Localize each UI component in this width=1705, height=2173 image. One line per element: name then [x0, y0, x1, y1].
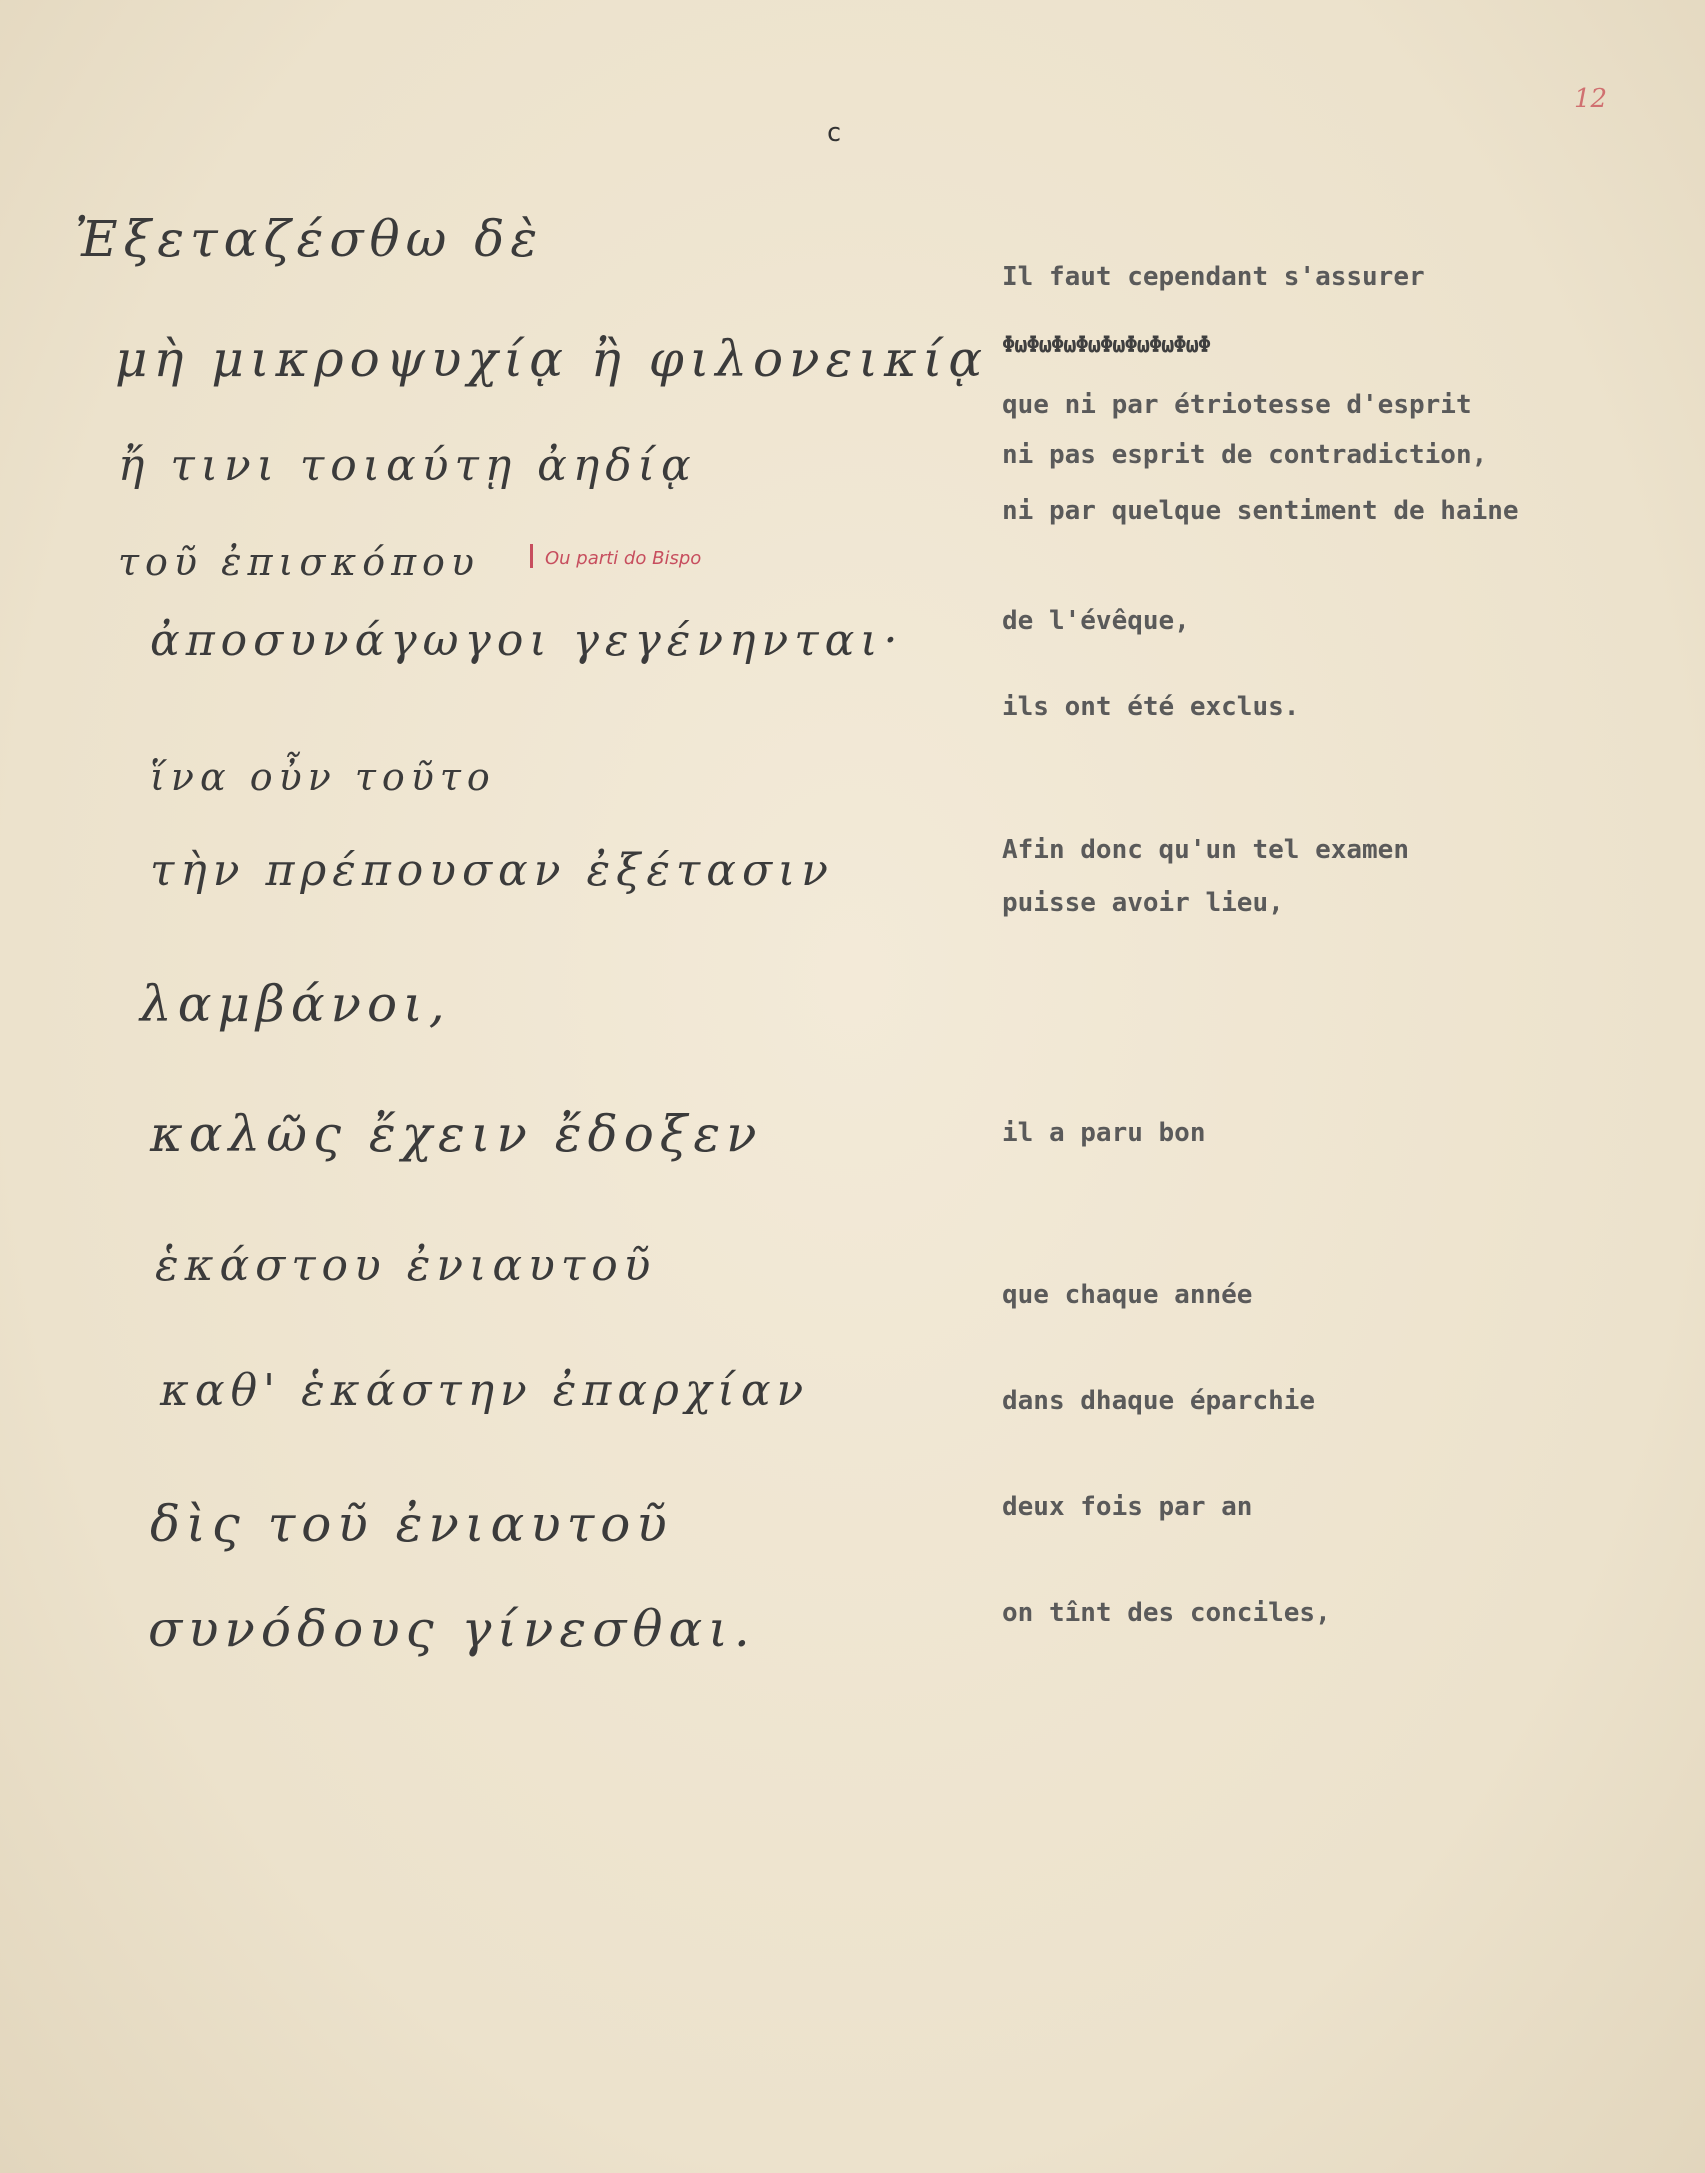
greek-line-12: δὶς τοῦ ἐνιαυτοῦ — [150, 1495, 673, 1553]
greek-line-6: ἵνα οὖν τοῦτο — [150, 755, 496, 799]
greek-line-1: Ἐξεταζέσθω δὲ — [75, 210, 544, 268]
struck-out-line: ΦωΦωΦωΦωΦωΦωΦωΦωΦ — [1002, 333, 1211, 358]
french-line-2: que ni par étriotesse d'esprit — [1002, 390, 1472, 420]
margin-note: Ou parti do Bispo — [545, 548, 702, 569]
greek-line-8: λαμβάνοι, — [140, 975, 451, 1033]
greek-line-2: μὴ μικροψυχίᾳ ἢ φιλονεικίᾳ — [115, 330, 989, 388]
page-mark: c — [826, 118, 842, 148]
greek-line-4: τοῦ ἐπισκόπου — [118, 540, 481, 584]
page-number: 12 — [1574, 84, 1608, 114]
greek-line-3: ἤ τινι τοιαύτῃ ἀηδίᾳ — [118, 440, 697, 491]
french-line-5: de l'évêque, — [1002, 606, 1190, 636]
french-line-6: ils ont été exclus. — [1002, 692, 1300, 722]
french-line-1: Il faut cependant s'assurer — [1002, 262, 1425, 292]
margin-note-bar — [530, 544, 533, 568]
greek-line-5: ἀποσυνάγωγοι γεγένηνται· — [150, 615, 904, 666]
french-line-4: ni par quelque sentiment de haine — [1002, 496, 1519, 526]
french-line-10: que chaque année — [1002, 1280, 1253, 1310]
french-line-3: ni pas esprit de contradiction, — [1002, 440, 1488, 470]
french-line-12: deux fois par an — [1002, 1492, 1253, 1522]
french-line-9: il a paru bon — [1002, 1118, 1206, 1148]
greek-line-10: ἑκάστου ἐνιαυτοῦ — [155, 1240, 657, 1291]
greek-line-9: καλῶς ἔχειν ἔδοξεν — [150, 1105, 763, 1163]
greek-line-13: συνόδους γίνεσθαι. — [148, 1600, 756, 1658]
french-line-7: Afin donc qu'un tel examen — [1002, 835, 1409, 865]
french-line-11: dans dhaque éparchie — [1002, 1386, 1316, 1416]
greek-line-11: καθ' ἑκάστην ἐπαρχίαν — [160, 1365, 810, 1416]
greek-line-7: τὴν πρέπουσαν ἐξέτασιν — [150, 845, 835, 896]
french-line-13: on tînt des conciles, — [1002, 1598, 1331, 1628]
french-line-8: puisse avoir lieu, — [1002, 888, 1284, 918]
